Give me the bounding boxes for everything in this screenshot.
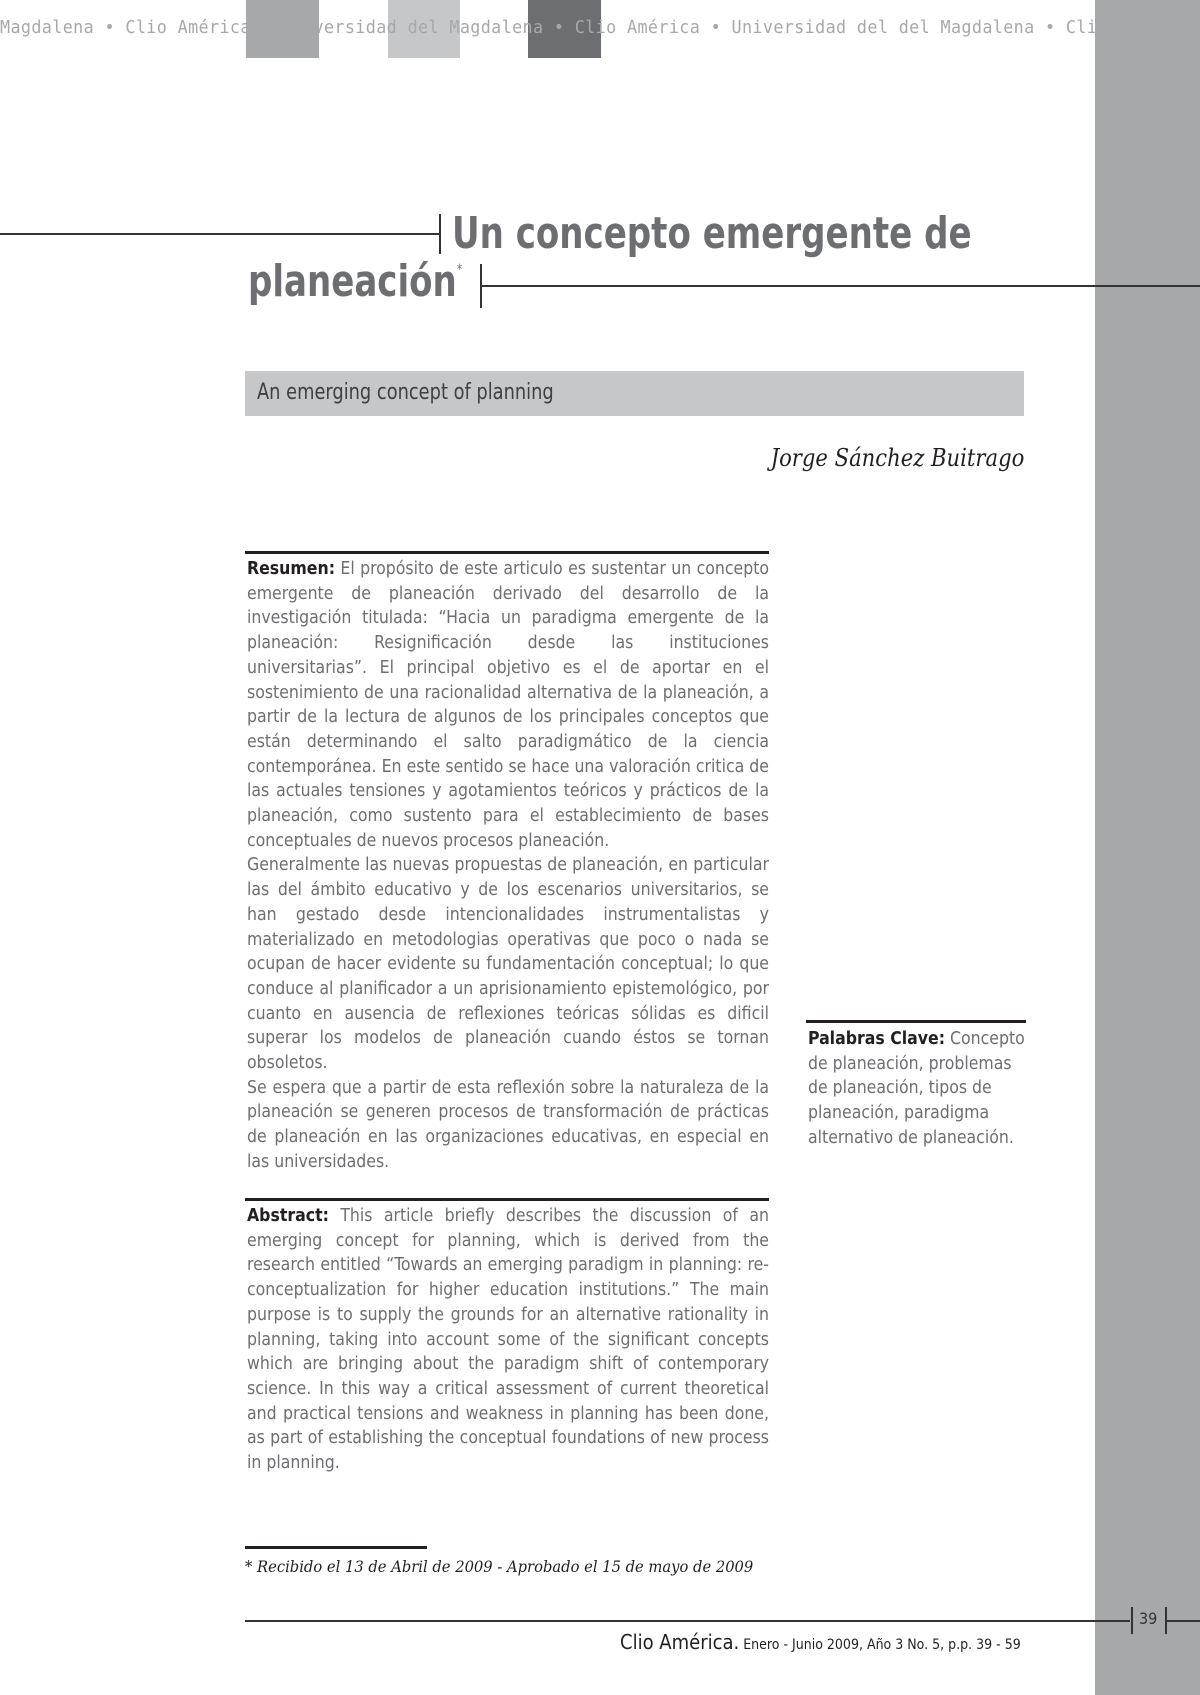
- article-title-word: planeación: [248, 256, 457, 307]
- english-subtitle: An emerging concept of planning: [257, 380, 554, 405]
- resumen-paragraph: Generalmente las nuevas propuestas de planeación, en particular las del ámbito educativo y de los escenarios universitarios, se han gestado desde intencionalidades instrumentalistas y materializado en metodologias operativas que poco o nada se ocupan de hacer evidente su fundamentación conceptual; lo que conduce al planificador a un aprisionamiento epistemológico, por cuanto en ausencia de reflexiones teóricas sólidas es dificil superar los modelos de planeación cuando éstos se tornan obsoletos.: [247, 855, 769, 1074]
- keywords-rule: [806, 1020, 1026, 1023]
- running-header-text: Magdalena • Clio América • Universidad del Magdalena • Clio América • Universidad del del Magdalena • Clio América: [0, 17, 1192, 38]
- issue-details: Enero - Junio 2009, Año 3 No. 5, p.p. 39 - 59: [739, 1637, 1021, 1653]
- keywords-block: [808, 1027, 1026, 1151]
- footnote-mark: *: [245, 1557, 253, 1576]
- abstract-label: Abstract:: [247, 1206, 329, 1226]
- keywords-label: Palabras Clave:: [808, 1029, 946, 1049]
- keywords-text: Concepto de planeación, problemas de planeación, tipos de planeación, paradigma alternativo de planeación.: [808, 1029, 1025, 1148]
- abstract-rule: [245, 1198, 769, 1201]
- article-title-line-2: [248, 256, 462, 307]
- title-tick: [439, 214, 441, 254]
- resumen-paragraph: Se espera que a partir de esta reflexión sobre la naturaleza de la planeación se generen procesos de transformación de prácticas de planeación en las organizaciones educativas, en especial en las universidades.: [247, 1077, 769, 1172]
- resumen-rule: [245, 551, 769, 554]
- running-header: [0, 0, 1192, 58]
- footnote-rule: [245, 1546, 427, 1549]
- english-subtitle-bar: [245, 371, 1024, 416]
- resumen-block: [247, 557, 769, 1175]
- journal-name: Clio América.: [620, 1630, 740, 1654]
- page-number: 39: [1139, 1609, 1158, 1628]
- footnote-text: Recibido el 13 de Abril de 2009 - Aprobado el 15 de mayo de 2009: [252, 1557, 754, 1576]
- page-side-band: [1095, 0, 1200, 1695]
- article-title-line-1: Un concepto emergente de: [452, 208, 972, 259]
- footer-citation: [620, 1630, 1021, 1654]
- footer-rule-right: [1166, 1620, 1200, 1622]
- abstract-text: This article briefly describes the discussion of an emerging concept for planning, which is derived from the research entitled “Towards an emerging paradigm in planning: re-conceptualization for higher education institutions.” The main purpose is to supply the grounds for an alternative rationality in planning, taking into account some of the significant concepts which are bringing about the paradigm shift of contemporary science. In this way a critical assessment of current theoretical and practical tensions and weakness in planning has been done, as part of establishing the conceptual foundations of new process in planning.: [247, 1206, 769, 1474]
- resumen-label: Resumen:: [247, 559, 335, 579]
- title-rule-bottom: [482, 285, 1200, 287]
- abstract-block: [247, 1204, 769, 1476]
- footer-rule: [245, 1620, 1130, 1622]
- title-rule-top: [0, 233, 440, 235]
- author-name: Jorge Sánchez Buitrago: [770, 444, 1024, 472]
- footnote: [245, 1557, 753, 1576]
- page-number-tick: [1131, 1607, 1133, 1634]
- title-footnote-mark[interactable]: *: [456, 262, 463, 278]
- resumen-paragraph: Resumen: El propósito de este articulo es sustentar un concepto emergente de planeación derivado del desarrollo de la investigación titulada: “Hacia un paradigma emergente de la planeación: Resignificación desde las instituciones universitarias”. El principal objetivo es el de aportar en el sostenimiento de una racionalidad alternativa de la planeación, a partir de la lectura de algunos de los principales conceptos que están determinando el salto paradigmático de la ciencia contemporánea. En este sentido se hace una valoración critica de las actuales tensiones y agotamientos teóricos y prácticos de la planeación, como sustento para el establecimiento de bases conceptuales de nuevos procesos planeación.: [247, 559, 769, 851]
